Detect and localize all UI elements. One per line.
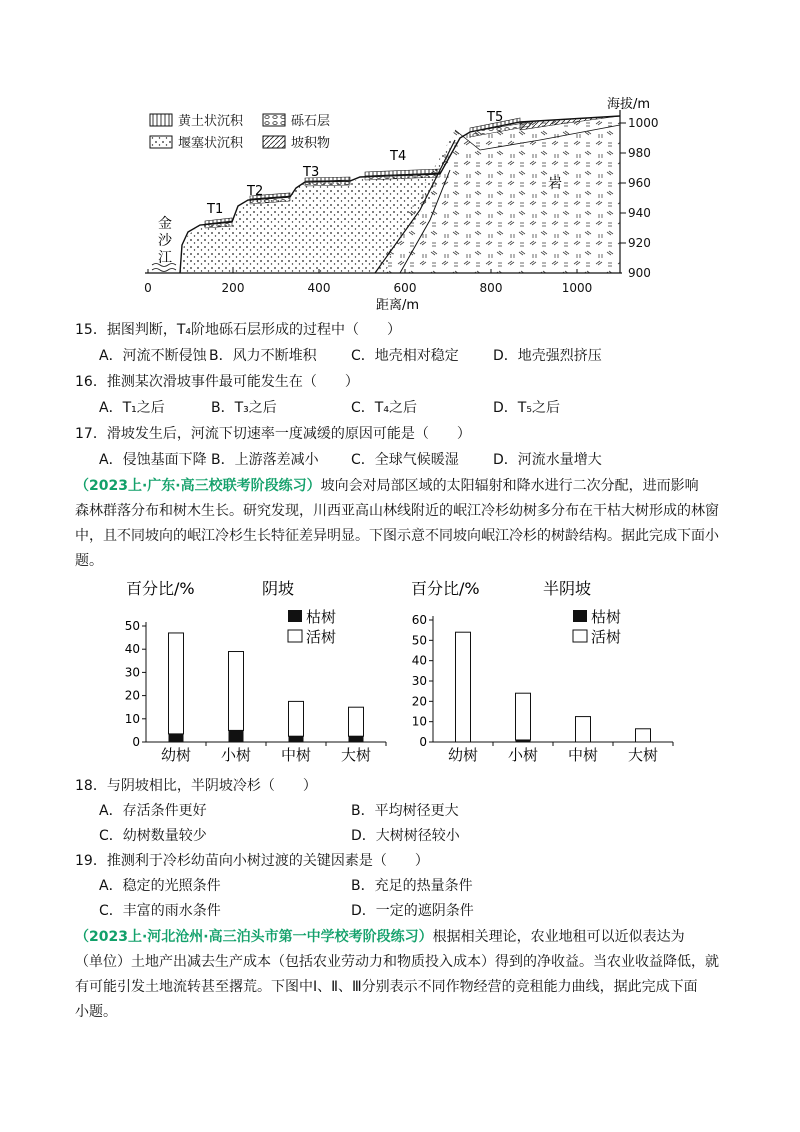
legend-swatch-live bbox=[288, 630, 302, 642]
rock-label: 岩 bbox=[548, 176, 562, 192]
chart-y-tick-label: 10 bbox=[124, 711, 140, 726]
chart-category-label: 小树 bbox=[507, 746, 539, 764]
chart-y-tick-label: 10 bbox=[411, 714, 427, 729]
bar-dead-1 bbox=[516, 740, 531, 742]
question-17-stem: 17．滑坡发生后，河流下切速率一度减缓的原因可能是（ ） bbox=[75, 426, 471, 442]
chart-y-label: 百分比/% bbox=[411, 579, 480, 598]
bar-live-1 bbox=[516, 693, 531, 740]
terrace-label-t1: T1 bbox=[207, 202, 224, 217]
chart-y-tick-label: 50 bbox=[411, 633, 427, 648]
q16-option-d[interactable]: D．T₅之后 bbox=[493, 400, 560, 416]
x-tick: 200 bbox=[221, 281, 245, 295]
chart-y-tick-label: 0 bbox=[419, 735, 427, 749]
q15-option-d[interactable]: D．地壳强烈挤压 bbox=[493, 348, 602, 364]
passage-2-line: 题。 bbox=[75, 553, 103, 569]
question-16-stem: 16．推测某次滑坡事件最可能发生在（ ） bbox=[75, 374, 359, 390]
x-tick: 0 bbox=[144, 281, 152, 295]
terrace-label-t5: T5 bbox=[487, 110, 504, 125]
terrace-profile-figure bbox=[130, 92, 690, 320]
q19-option-d[interactable]: D．一定的遮阴条件 bbox=[351, 903, 474, 919]
q18-option-d[interactable]: D．大树树径较小 bbox=[351, 828, 460, 844]
chart-category-label: 大树 bbox=[340, 746, 372, 764]
passage-2-line: 坡向会对局部区域的太阳辐射和降水进行二次分配，进而影响 bbox=[320, 478, 699, 494]
y-tick: 960 bbox=[628, 176, 651, 190]
terrace-label-t3: T3 bbox=[303, 165, 320, 180]
bar-live-3 bbox=[636, 729, 651, 742]
q19-option-a[interactable]: A．稳定的光照条件 bbox=[99, 878, 221, 894]
river-label-char: 江 bbox=[158, 250, 172, 266]
y-axis-ticks bbox=[620, 116, 659, 280]
bar-live-0 bbox=[169, 633, 184, 734]
legend-loess: 黄土状沉积 bbox=[178, 114, 244, 129]
legend-label-live: 活树 bbox=[591, 628, 622, 646]
passage-3-line: 根据相关理论，农业地租可以近似表达为 bbox=[432, 929, 685, 945]
chart-category-label: 小树 bbox=[220, 746, 252, 764]
chart-category-label: 中树 bbox=[567, 746, 599, 764]
y-axis-label: 海拔/m bbox=[607, 97, 651, 112]
chart-semi-shady-slope bbox=[405, 570, 685, 770]
chart-y-tick-label: 50 bbox=[124, 619, 140, 633]
y-tick: 980 bbox=[628, 146, 651, 160]
passage-3 bbox=[75, 925, 725, 1025]
bar-live-2 bbox=[576, 717, 591, 742]
chart-category-label: 幼树 bbox=[447, 746, 479, 764]
q16-option-c[interactable]: C．T₄之后 bbox=[351, 400, 417, 416]
q17-option-d[interactable]: D．河流水量增大 bbox=[493, 452, 602, 468]
legend-dam-sediment: 堰塞状沉积 bbox=[178, 136, 244, 151]
chart-title: 半阴坡 bbox=[543, 579, 592, 598]
bar-live-2 bbox=[289, 701, 304, 736]
passage-3-line: 小题。 bbox=[75, 1004, 117, 1020]
river-label-char: 金 bbox=[158, 216, 172, 232]
q17-option-c[interactable]: C．全球气候暖湿 bbox=[351, 452, 459, 468]
chart-y-tick-label: 0 bbox=[132, 735, 140, 749]
chart-y-tick-label: 60 bbox=[411, 613, 427, 627]
chart-y-tick-label: 40 bbox=[411, 653, 427, 668]
profile-legend bbox=[150, 113, 330, 151]
q18-option-b[interactable]: B．平均树径更大 bbox=[351, 803, 459, 819]
chart-y-tick-label: 20 bbox=[124, 688, 140, 703]
legend-swatch-dead bbox=[573, 610, 587, 622]
river-label-char: 沙 bbox=[158, 233, 172, 249]
q17-option-ab[interactable]: A．侵蚀基面下降 B．上游落差减小 bbox=[99, 452, 319, 468]
chart-category-label: 幼树 bbox=[160, 746, 192, 764]
legend-label-live: 活树 bbox=[306, 628, 337, 646]
bar-live-0 bbox=[456, 632, 471, 742]
q19-option-b[interactable]: B．充足的热量条件 bbox=[351, 878, 473, 894]
chart-title: 阴坡 bbox=[262, 579, 295, 598]
passage-2 bbox=[75, 474, 725, 574]
y-tick: 900 bbox=[628, 266, 651, 280]
y-tick: 940 bbox=[628, 206, 651, 220]
legend-gravel: 砾石层 bbox=[291, 114, 331, 129]
passage-2-source: （2023上·广东·高三校联考阶段练习） bbox=[75, 478, 321, 494]
q18-option-a[interactable]: A．存活条件更好 bbox=[99, 803, 207, 819]
chart-shady-slope bbox=[120, 570, 390, 770]
q19-option-c[interactable]: C．丰富的雨水条件 bbox=[99, 903, 221, 919]
passage-3-source: （2023上·河北沧州·高三泊头市第一中学校考阶段练习） bbox=[75, 929, 433, 945]
q15-option-c[interactable]: C．地壳相对稳定 bbox=[351, 348, 459, 364]
chart-category-label: 大树 bbox=[627, 746, 659, 764]
passage-3-line: 有可能引发土地流转甚至撂荒。下图中Ⅰ、Ⅱ、Ⅲ分别表示不同作物经营的竞租能力曲线，据此完成下面 bbox=[75, 979, 698, 995]
y-tick: 1000 bbox=[628, 116, 659, 130]
legend-label-dead: 枯树 bbox=[306, 608, 337, 626]
bar-dead-3 bbox=[349, 736, 364, 742]
legend-swatch-dead bbox=[288, 610, 302, 622]
passage-2-line: 中，且不同坡向的岷江冷杉生长特征差异明显。下图示意不同坡向岷江冷杉的树龄结构。据此完成下面小 bbox=[75, 528, 719, 544]
bar-dead-2 bbox=[289, 736, 304, 742]
passage-3-line: （单位）土地产出减去生产成本（包括农业劳动力和物质投入成本）得到的净收益。当农业收益降低，就 bbox=[75, 954, 719, 970]
terrace-label-t4: T4 bbox=[390, 149, 407, 164]
legend-label-dead: 枯树 bbox=[591, 608, 622, 626]
terrace-label-t2: T2 bbox=[247, 184, 264, 199]
chart-y-tick-label: 40 bbox=[124, 642, 140, 657]
q18-option-c[interactable]: C．幼树数量较少 bbox=[99, 828, 207, 844]
question-18-stem: 18．与阴坡相比，半阴坡冷杉（ ） bbox=[75, 778, 317, 794]
bar-dead-1 bbox=[229, 730, 244, 742]
chart-y-tick-label: 20 bbox=[411, 694, 427, 709]
y-tick: 920 bbox=[628, 236, 651, 250]
passage-2-line: 森林群落分布和树木生长。研究发现，川西亚高山林线附近的岷江冷杉幼树多分布在干枯大树形成的林窗 bbox=[75, 503, 719, 519]
chart-y-label: 百分比/% bbox=[126, 579, 195, 598]
question-15-stem: 15．据图判断，T₄阶地砾石层形成的过程中（ ） bbox=[75, 322, 401, 338]
bar-live-3 bbox=[349, 707, 364, 736]
x-tick: 800 bbox=[479, 281, 503, 295]
question-19-stem: 19．推测利于冷杉幼苗向小树过渡的关键因素是（ ） bbox=[75, 853, 429, 869]
q15-option-a[interactable]: A．河流不断侵蚀 bbox=[99, 348, 207, 364]
bar-live-1 bbox=[229, 652, 244, 731]
x-tick: 400 bbox=[307, 281, 331, 295]
q16-option-a[interactable]: A．T₁之后 bbox=[99, 400, 165, 416]
chart-category-label: 中树 bbox=[280, 746, 312, 764]
chart-y-tick-label: 30 bbox=[124, 665, 140, 680]
x-tick: 1000 bbox=[561, 281, 593, 295]
x-tick: 600 bbox=[393, 281, 417, 295]
q15-option-b[interactable]: B．风力不断堆积 bbox=[209, 348, 317, 364]
legend-swatch-live bbox=[573, 630, 587, 642]
q16-option-b[interactable]: B．T₃之后 bbox=[211, 400, 277, 416]
chart-y-tick-label: 30 bbox=[411, 674, 427, 688]
x-axis-label: 距离/m bbox=[376, 298, 420, 313]
legend-colluvium: 坡积物 bbox=[291, 136, 331, 151]
bar-dead-0 bbox=[169, 734, 184, 742]
